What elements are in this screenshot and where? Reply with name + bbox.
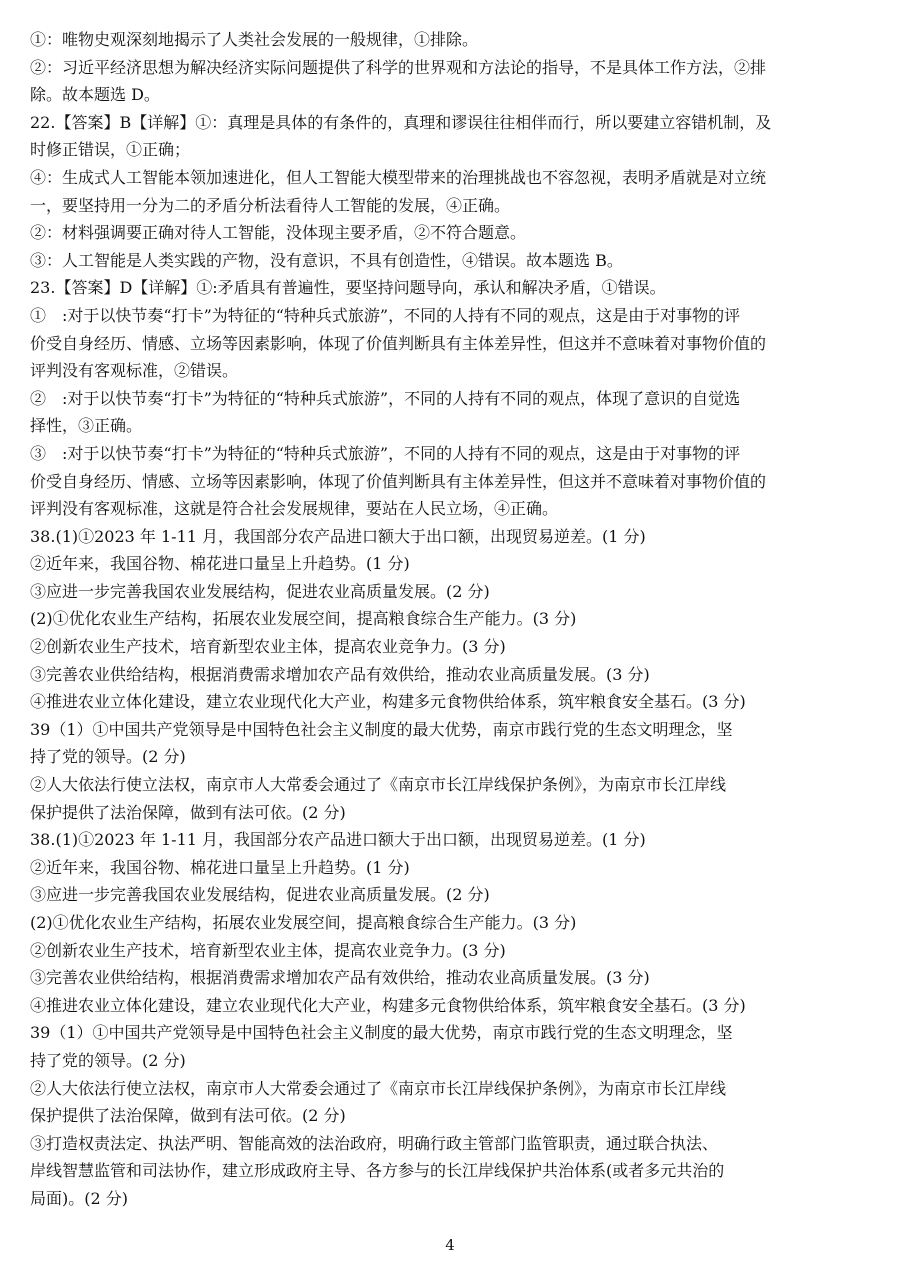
text-line: ②：材料强调要正确对待人工智能，没体现主要矛盾，②不符合题意。 [30,223,527,243]
text-line: 38.(1)①2023 年 1-11 月，我国部分农产品进口额大于出口额，出现贸易逆差。(1 分) [30,526,646,546]
text-line: ②：习近平经济思想为解决经济实际问题提供了科学的世界观和方法论的指导，不是具体工作方法，②排 [30,57,767,77]
text-line: 时修正错误，①正确； [30,140,191,160]
text-line: 39（1）①中国共产党领导是中国特色社会主义制度的最大优势，南京市践行党的生态文明理念，坚 [30,719,733,739]
text-line: ③应进一步完善我国农业发展结构，促进农业高质量发展。(2 分) [30,885,490,905]
text-line: ③完善农业供给结构，根据消费需求增加农产品有效供给，推动农业高质量发展。(3 分) [30,968,650,988]
answer-text [30,26,870,1213]
text-line: ①：唯物史观深刻地揭示了人类社会发展的一般规律，①排除。 [30,30,479,49]
text-line: 价受自身经历、情感、立场等因素影响，体现了价值判断具有主体差异性，但这并不意味着对事物价值的 [30,471,767,491]
text-line: 价受自身经历、情感、立场等因素影响，体现了价值判断具有主体差异性，但这并不意味着对事物价值的 [30,333,767,353]
text-line: 一，要坚持用一分为二的矛盾分析法看待人工智能的发展，④正确。 [30,195,511,215]
text-line: 39（1）①中国共产党领导是中国特色社会主义制度的最大优势，南京市践行党的生态文明理念，坚 [30,1023,733,1043]
text-line: ②人大依法行使立法权，南京市人大常委会通过了《南京市长江岸线保护条例》，为南京市长江岸线 [30,1078,727,1098]
text-line: 38.(1)①2023 年 1-11 月，我国部分农产品进口额大于出口额，出现贸易逆差。(1 分) [30,830,646,850]
page-number: 4 [445,1236,455,1254]
text-line: ②创新农业生产技术，培育新型农业主体，提高农业竞争力。(3 分) [30,637,506,657]
text-line: ④推进农业立体化建设，建立农业现代化大产业，构建多元食物供给体系，筑牢粮食安全基石。(3 分) [30,692,746,712]
text-line: 保护提供了法治保障，做到有法可依。(2 分) [30,1106,346,1126]
text-line: ④：生成式人工智能本领加速进化，但人工智能大模型带来的治理挑战也不容忽视，表明矛盾就是对立统 [30,167,767,187]
text-line: 局面)。(2 分) [30,1188,128,1208]
text-line: ④推进农业立体化建设，建立农业现代化大产业，构建多元食物供给体系，筑牢粮食安全基石。(3 分) [30,995,746,1015]
text-line: 择性，③正确。 [30,416,143,436]
text-line: ②人大依法行使立法权，南京市人大常委会通过了《南京市长江岸线保护条例》，为南京市长江岸线 [30,775,727,795]
text-line: 除。故本题选 D。 [30,85,160,105]
text-line: ① :对于以快节奏“打卡”为特征的“特种兵式旅游”，不同的人持有不同的观点，这是由于对事物的评 [30,305,741,325]
text-line: 22.【答案】B【详解】①：真理是具体的有条件的，真理和谬误往往相伴而行，所以要建立容错机制，及 [30,112,772,132]
text-line: 持了党的领导。(2 分) [30,747,186,767]
text-line: ③打造权责法定、执法严明、智能高效的法治政府，明确行政主管部门监管职责，通过联合执法、 [30,1133,719,1153]
text-line: 保护提供了法治保障，做到有法可依。(2 分) [30,802,346,822]
text-line: ③：人工智能是人类实践的产物，没有意识，不具有创造性，④错误。故本题选 B。 [30,250,623,270]
text-line: 评判没有客观标准，这就是符合社会发展规律，要站在人民立场，④正确。 [30,499,559,519]
text-line: 岸线智慧监管和司法协作，建立形成政府主导、各方参与的长江岸线保护共治体系(或者多元共治的 [30,1161,725,1181]
text-line: ② :对于以快节奏“打卡”为特征的“特种兵式旅游”，不同的人持有不同的观点，体现了意识的自觉选 [30,388,741,408]
text-line: 持了党的领导。(2 分) [30,1050,186,1070]
text-line: ②近年来，我国谷物、棉花进口量呈上升趋势。(1 分) [30,857,410,877]
text-line: (2)①优化农业生产结构，拓展农业发展空间，提高粮食综合生产能力。(3 分) [30,609,577,629]
text-line: ③应进一步完善我国农业发展结构，促进农业高质量发展。(2 分) [30,581,490,601]
text-line: ③完善农业供给结构，根据消费需求增加农产品有效供给，推动农业高质量发展。(3 分) [30,664,650,684]
text-line: 评判没有客观标准，②错误。 [30,361,239,381]
text-line: ②近年来，我国谷物、棉花进口量呈上升趋势。(1 分) [30,554,410,574]
text-line: ②创新农业生产技术，培育新型农业主体，提高农业竞争力。(3 分) [30,940,506,960]
text-line: (2)①优化农业生产结构，拓展农业发展空间，提高粮食综合生产能力。(3 分) [30,913,577,932]
text-line: 23.【答案】D【详解】①:矛盾具有普遍性，要坚持问题导向，承认和解决矛盾，①错误。 [30,278,666,298]
text-line: ③ :对于以快节奏“打卡”为特征的“特种兵式旅游”，不同的人持有不同的观点，这是由于对事物的评 [30,443,741,463]
